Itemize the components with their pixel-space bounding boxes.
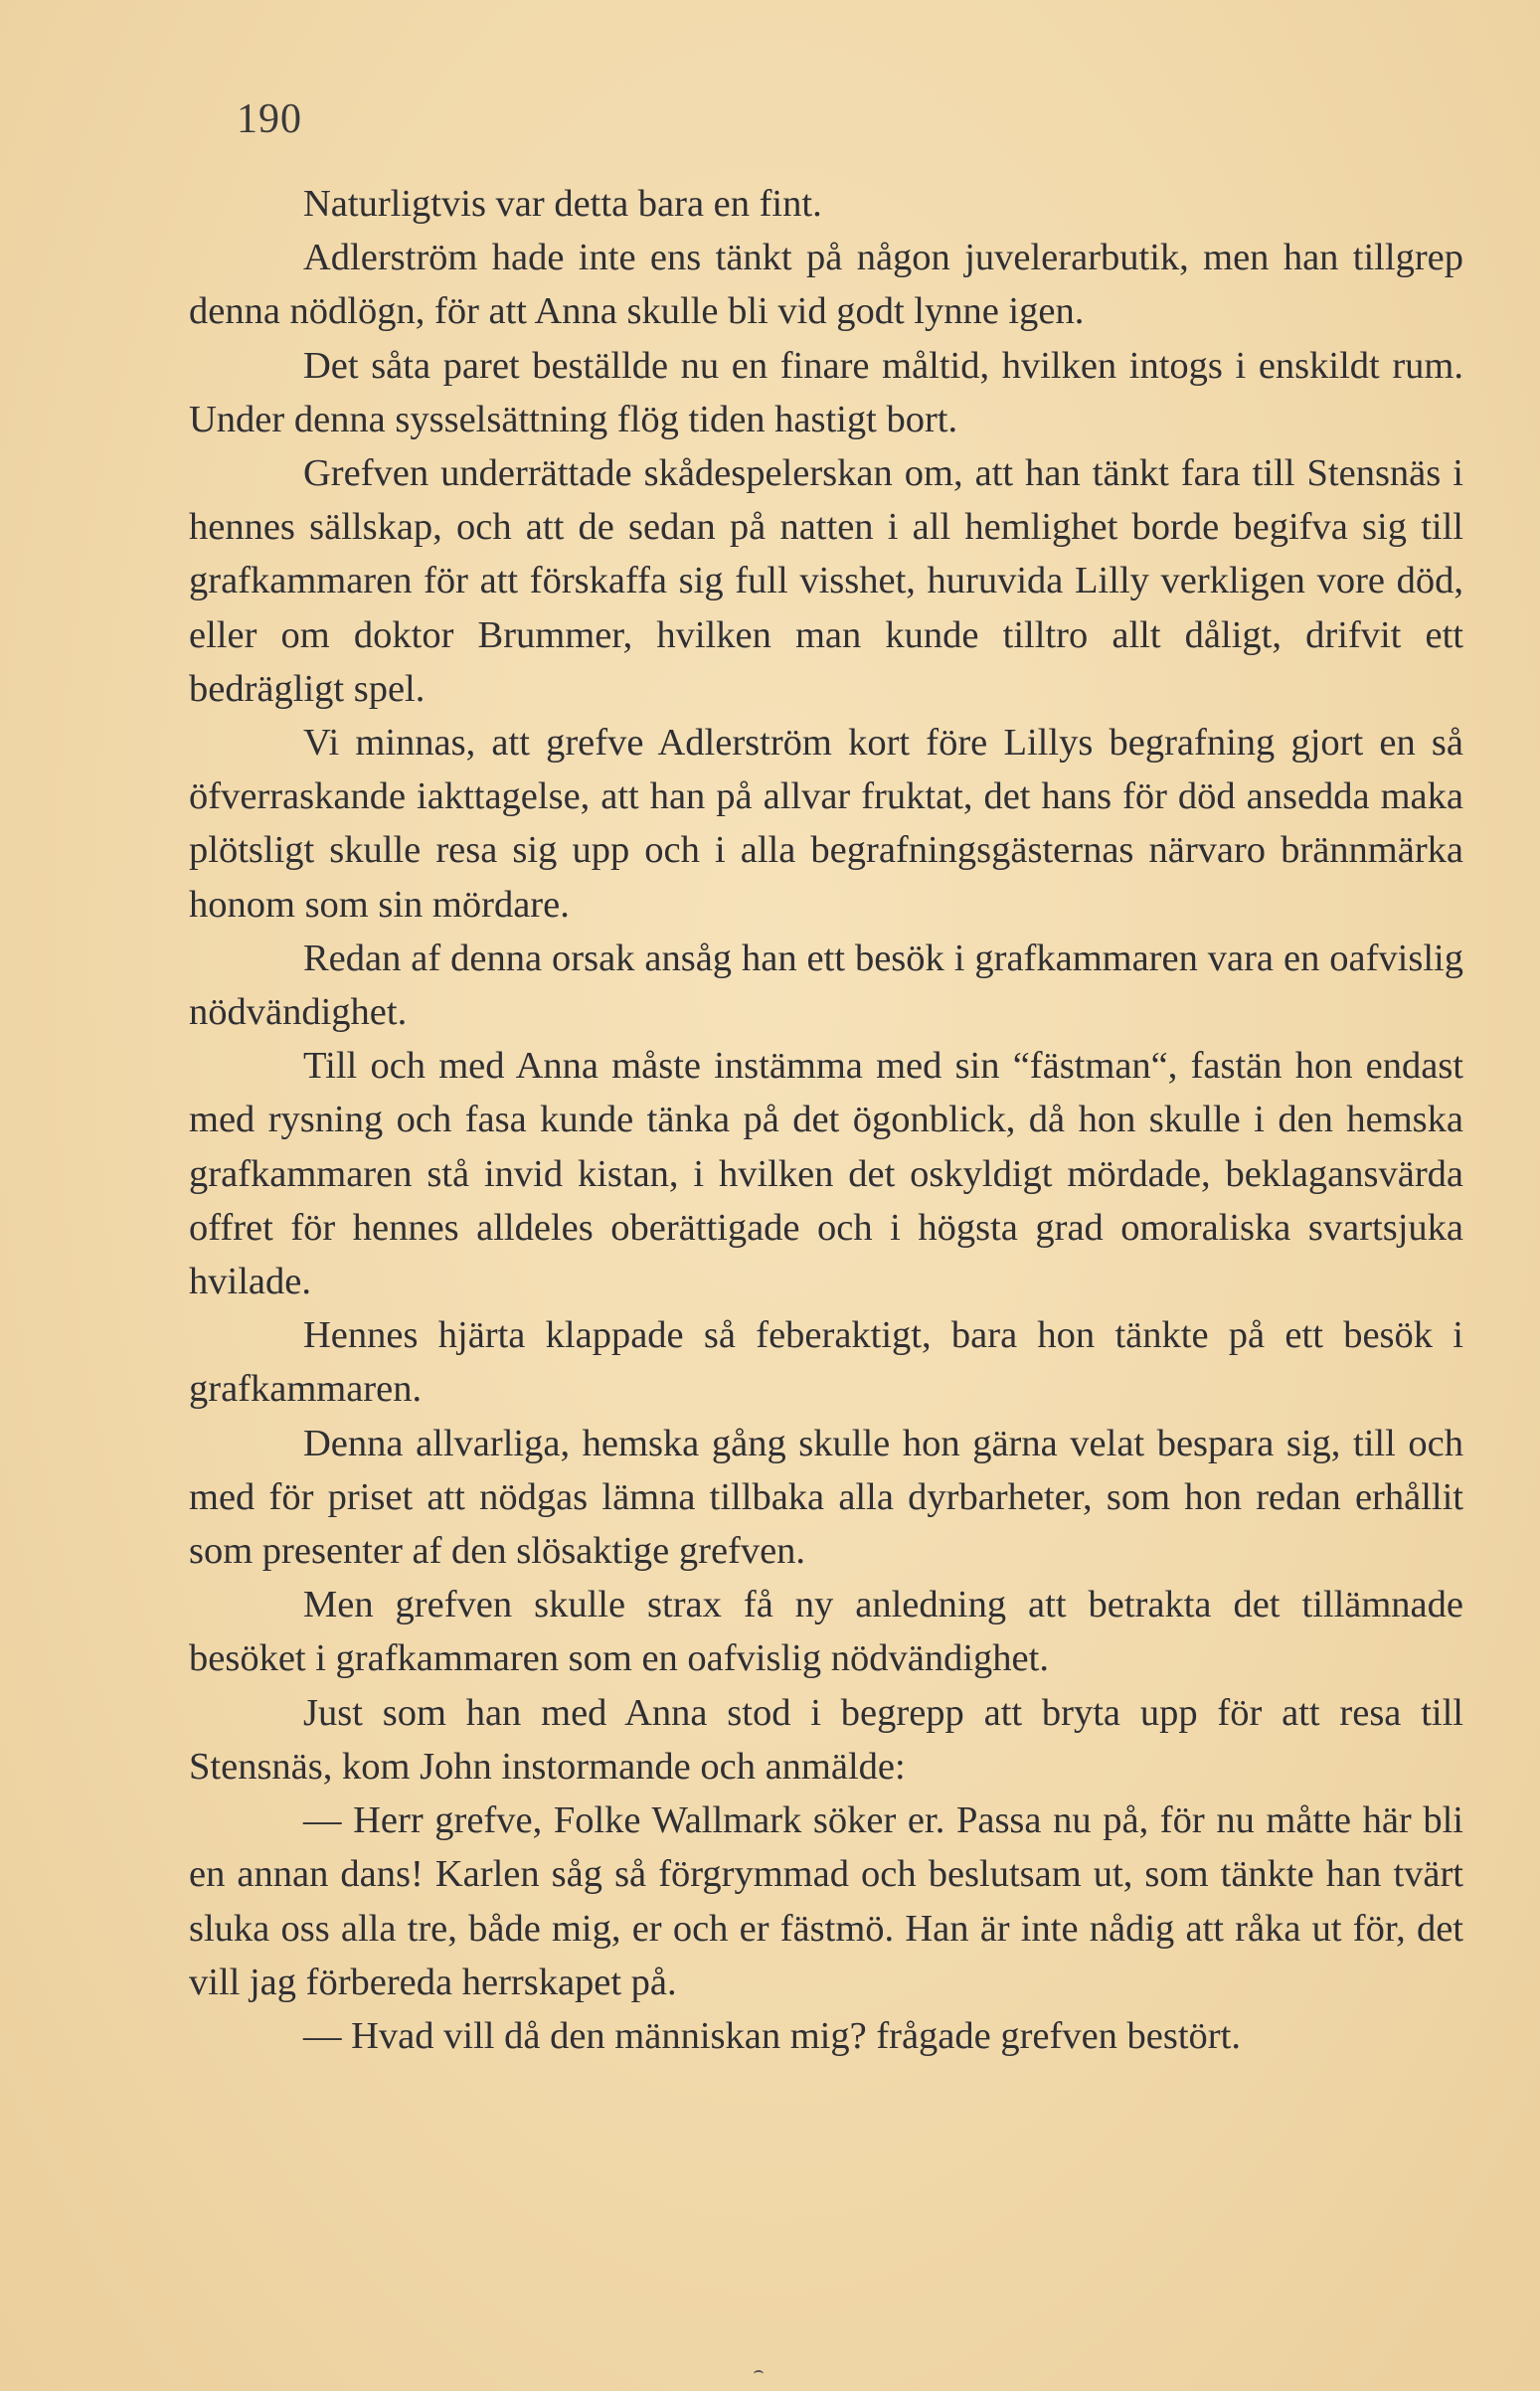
paragraph-3: Det såta paret beställde nu en finare måltid, hvilken intogs i enskildt rum. Under denna sysselsättning flög tiden hastigt bort. — [189, 344, 1463, 440]
paragraph-7: Till och med Anna måste instämma med sin “fästman“, fastän hon endast med rysning och fasa kunde tänka på det ögonblick, då hon skulle i den hemska grafkammaren stå invid kistan, i hvilken det oskyldigt mördade, beklagansvärda offret för hennes alldeles oberättigade och i högsta grad omoraliska svartsjuka hvilade. — [189, 1045, 1463, 1303]
paragraph-13: — Hvad vill då den människan mig? frågade grefven bestört. — [303, 2014, 1241, 2057]
paragraph-9: Denna allvarliga, hemska gång skulle hon gärna velat bespara sig, till och med för priset att nödgas lämna tillbaka alla dyrbarheter, som hon redan erhållit som presenter af den slösaktige grefven. — [189, 1422, 1463, 1573]
page-number: 190 — [237, 96, 302, 142]
paragraph-12: — Herr grefve, Folke Wallmark söker er. Passa nu på, för nu måtte här bli en annan dans! Karlen såg så förgrymmad och beslutsam ut, som tänkte han tvärt sluka oss alla tre, både mig, er och er fästmö. Han är inte nådig att råka ut för, det vill jag förbereda herrskapet på. — [189, 1799, 1463, 2003]
paragraph-5: Vi minnas, att grefve Adlerström kort före Lillys begrafning gjort en så öfverraskande iakttagelse, att han på allvar fruktat, det hans för död ansedda maka plötsligt skulle resa sig upp och i alla begrafningsgästernas närvaro brännmärka honom som sin mördare. — [189, 722, 1463, 926]
paragraph-4: Grefven underrättade skådespelerskan om, att han tänkt fara till Stensnäs i hennes sällskap, och att de sedan på natten i all hemlighet borde begifva sig till grafkammaren för att förskaffa sig full visshet, huruvida Lilly verkligen vore död, eller om doktor Brummer, hvilken man kunde tilltro allt dåligt, drifvit ett bedrägligt spel. — [189, 452, 1463, 710]
paragraph-1: Naturligtvis var detta bara en fint. — [303, 183, 822, 225]
paragraph-6: Redan af denna orsak ansåg han ett besök i grafkammaren vara en oafvislig nödvändighet. — [189, 937, 1463, 1034]
paragraph-11: Just som han med Anna stod i begrepp att bryta upp för att resa till Stensnäs, kom John instormande och anmälde: — [189, 1691, 1463, 1788]
body-text — [189, 177, 1463, 2063]
paragraph-8: Hennes hjärta klappade så feberaktigt, bara hon tänkte på ett besök i grafkammaren. — [189, 1314, 1463, 1411]
paragraph-2: Adlerström hade inte ens tänkt på någon juvelerarbutik, men han tillgrep denna nödlögn, för att Anna skulle bli vid godt lynne igen. — [189, 237, 1463, 333]
paragraph-10: Men grefven skulle strax få ny anledning att betrakta det tillämnade besöket i grafkammaren som en oafvislig nödvändighet. — [189, 1584, 1463, 1680]
bottom-printer-mark — [754, 2370, 764, 2378]
